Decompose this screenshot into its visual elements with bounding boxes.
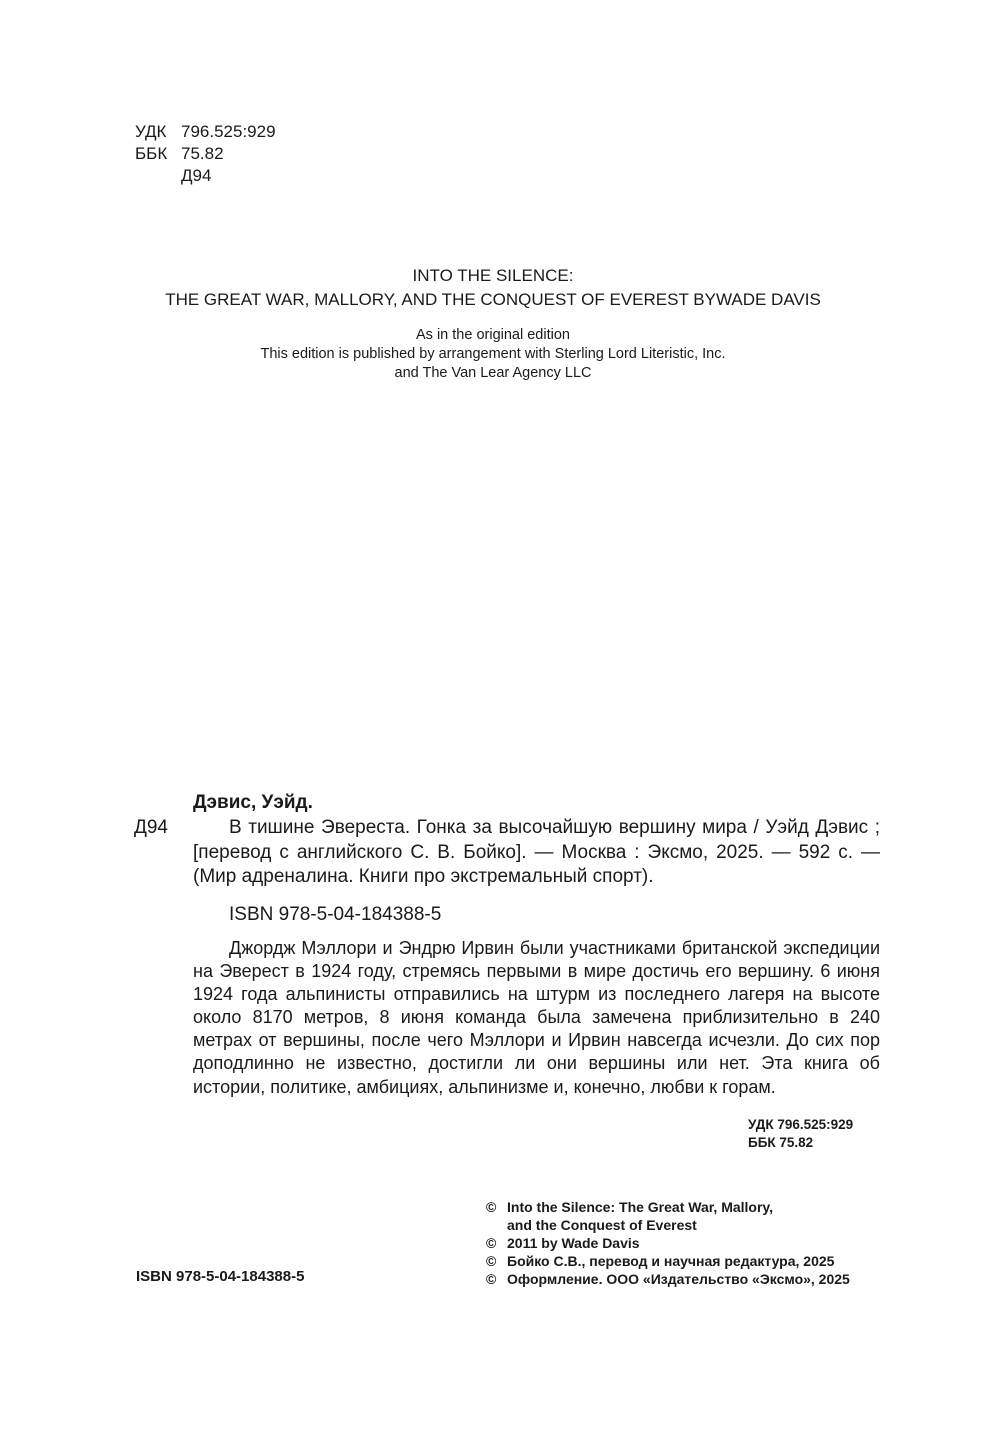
udk-row [135,121,276,143]
udk-value: 796.525:929 [181,122,276,141]
original-title-line-2: THE GREAT WAR, MALLORY, AND THE CONQUEST OF EVEREST BYWADE DAVIS [165,290,821,309]
card-bibliographic-entry: В тишине Эвереста. Гонка за высочайшую вершину мира / Уэйд Дэвис ; [перевод с английского С. В. Бойко]. — Москва : Эксмо, 2025. — 592 с. — (Мир адреналина. Книги про экстремальный спорт). [193,817,880,887]
copyright-design: Оформление. ООО «Издательство «Эксмо», 2025 [507,1271,850,1287]
copyright-original-title-cont: and the Conquest of Everest [507,1217,697,1233]
original-title [0,264,986,312]
card-bbk: ББК 75.82 [748,1135,814,1150]
card-isbn: ISBN 978-5-04-184388-5 [229,904,442,925]
copyright-line [486,1252,850,1270]
card-author-code: Д94 [134,817,169,838]
copyright-author: 2011 by Wade Davis [507,1235,640,1251]
copyright-block [486,1198,850,1288]
bottom-isbn: ISBN 978-5-04-184388-5 [136,1268,305,1285]
edition-note-line-1: As in the original edition [416,327,570,343]
card-author-heading: Дэвис, Уэйд. [193,792,313,813]
bbk-label: ББК [135,144,168,163]
copyright-sign: © [486,1271,497,1287]
original-edition-note [0,326,986,383]
card-udk: УДК 796.525:929 [748,1117,854,1132]
copyright-original-title: Into the Silence: The Great War, Mallory, [507,1199,774,1215]
copyright-sign: © [486,1253,497,1269]
classification-block [135,121,276,187]
copyright-translation: Бойко С.В., перевод и научная редактура, 2025 [507,1253,835,1269]
copyright-line [486,1234,850,1252]
author-mark: Д94 [181,166,212,185]
copyright-line [486,1198,850,1216]
edition-note-line-3: and The Van Lear Agency LLC [394,365,592,381]
edition-note-line-2: This edition is published by arrangement with Sterling Lord Literistic, Inc. [260,346,726,362]
copyright-sign: © [486,1199,497,1215]
bbk-row [135,143,276,165]
copyright-line [486,1270,850,1288]
udk-label: УДК [135,122,167,141]
bbk-value: 75.82 [181,144,224,163]
copyright-sign: © [486,1235,497,1251]
original-title-line-1: INTO THE SILENCE: [412,266,574,285]
card-classification-codes [748,1116,853,1152]
card-annotation: Джордж Мэллори и Эндрю Ирвин были участниками британской экспедиции на Эверест в 1924 году, стремясь первыми в мире достичь его вершину. 6 июня 1924 года альпинисты отправились на штурм из последнего лагеря на высоте около 8170 метров, 8 июня команда была замечена приблизительно в 240 метрах от вершины, после чего Мэллори и Ирвин навсегда исчезли. До сих пор доподлинно не известно, достигли ли они вершины или нет. Эта книга об истории, политике, амбициях, альпинизме и, конечно, любви к горам. [193,938,880,1097]
